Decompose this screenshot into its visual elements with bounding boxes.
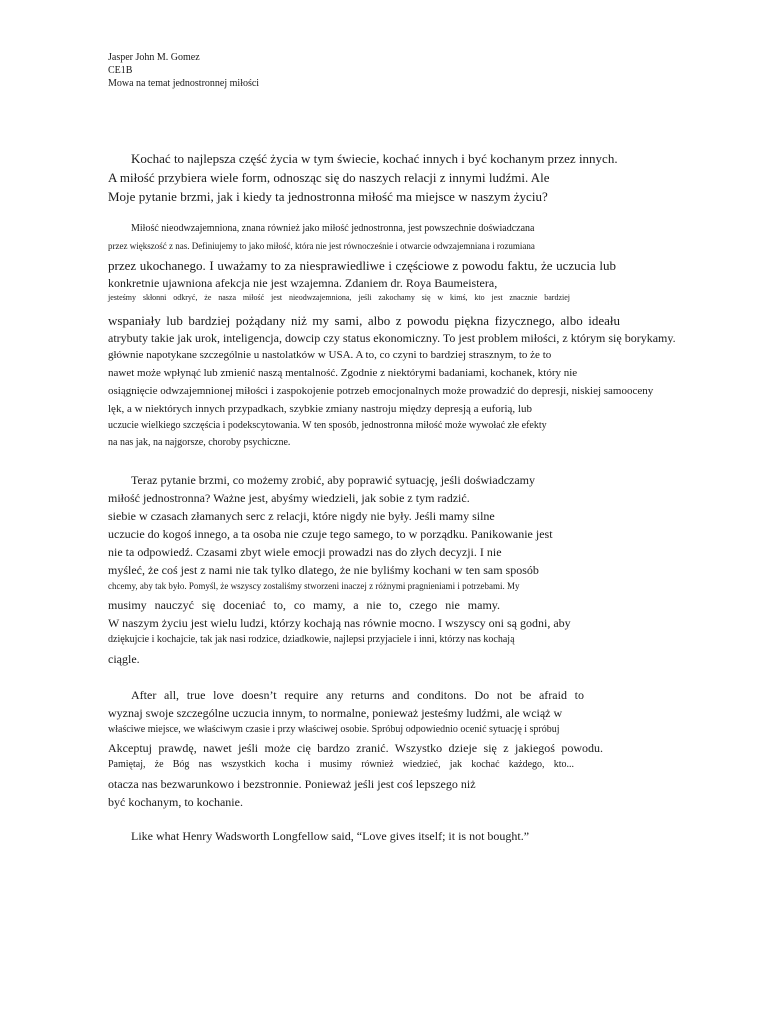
text-line: otacza nas bezwarunkowo i bezstronnie. Ponieważ jeśli jest coś lepszego niż: [108, 777, 476, 791]
text-line: nie ta odpowiedź. Czasami zbyt wiele emocji prowadzi nas do złych decyzji. I nie: [108, 545, 502, 559]
text-line: Akceptuj prawdę, nawet jeśli może cię bardzo zranić. Wszystko dzieje się z jakiegoś powodu.: [108, 741, 603, 755]
text-line: głównie napotykane szczególnie u nastolatków w USA. A to, co czyni to bardziej strasznym, to że to: [108, 349, 552, 361]
text-line: Kochać to najlepsza część życia w tym świecie, kochać innych i być kochanym przez innych.: [131, 151, 618, 166]
text-line: przez ukochanego. I uważamy to za niesprawiedliwe i częściowe z powodu faktu, że uczucia lub: [108, 258, 616, 273]
text-line: miłość jednostronna? Ważne jest, abyśmy wiedzieli, jak sobie z tym radzić.: [108, 491, 470, 505]
text-line: lęk, a w niektórych innych przypadkach, szybkie zmiany nastroju między depresją a euforią, lub: [108, 403, 532, 415]
text-line: siebie w czasach złamanych serc z relacji, które nigdy nie były. Jeśli mamy silne: [108, 509, 495, 523]
closing-quote: Like what Henry Wadsworth Longfellow said, “Love gives itself; it is not bought.”: [131, 829, 530, 843]
class-section: CE1B: [108, 65, 133, 76]
text-line: konkretnie ujawniona afekcja nie jest wzajemna. Zdaniem dr. Roya Baumeistera,: [108, 276, 498, 290]
text-line: A miłość przybiera wiele form, odnosząc się do naszych relacji z innymi ludźmi. Ale: [108, 170, 550, 185]
text-line: myśleć, że coś jest z nami nie tak tylko dlatego, że nie byliśmy kochani w ten sam sposób: [108, 563, 539, 577]
text-line: musimy nauczyć się doceniać to, co mamy, a nie to, czego nie mamy.: [108, 598, 500, 612]
text-line: jesteśmy skłonni odkryć, że nasza miłość jest nieodwzajemniona, jeśli zakochamy się w kimś, kto jest znacznie bardziej: [108, 293, 570, 302]
text-line: atrybuty takie jak urok, inteligencja, dowcip czy status ekonomiczny. To jest problem miłości, z którym się borykamy.: [108, 331, 676, 345]
text-line: osiągnięcie odwzajemnionej miłości i zaspokojenie potrzeb emocjonalnych może prowadzić do depresji, niskiej samooceny: [108, 385, 654, 397]
text-line: być kochanym, to kochanie.: [108, 795, 243, 809]
text-line: dziękujcie i kochajcie, tak jak nasi rodzice, dziadkowie, najlepsi przyjaciele i inni, którzy nas kochają: [108, 634, 515, 645]
text-line: After all, true love doesn’t require any returns and conditons. Do not be afraid to: [131, 688, 584, 702]
text-line: wyznaj swoje szczególne uczucia innym, to normalne, ponieważ jesteśmy ludźmi, ale wciąż w: [108, 706, 563, 720]
text-line: Teraz pytanie brzmi, co możemy zrobić, aby poprawić sytuację, jeśli doświadczamy: [131, 473, 536, 487]
text-line: wspaniały lub bardziej pożądany niż my sami, albo z powodu piękna fizycznego, albo ideału: [108, 313, 620, 328]
text-line: właściwe miejsce, we właściwym czasie i przy właściwej osobie. Spróbuj odpowiednio ocenić sytuację i spróbuj: [108, 724, 560, 735]
text-line: uczucie wielkiego szczęścia i podekscytowania. W ten sposób, jednostronna miłość może wywołać złe efekty: [108, 420, 547, 431]
text-line: przez większość z nas. Definiujemy to jako miłość, która nie jest równocześnie i otwarcie odwzajemniana i rozumiana: [108, 241, 535, 251]
author-name: Jasper John M. Gomez: [108, 52, 200, 63]
text-line: Moje pytanie brzmi, jak i kiedy ta jednostronna miłość ma miejsce w naszym życiu?: [108, 189, 548, 204]
text-line: ciągle.: [108, 652, 140, 666]
text-line: Miłość nieodwzajemniona, znana również jako miłość jednostronna, jest powszechnie doświadczana: [131, 223, 535, 234]
text-line: chcemy, aby tak było. Pomyśl, że wszyscy zostaliśmy stworzeni inaczej z różnymi pragnieniami i potrzebami. My: [108, 581, 520, 591]
text-line: W naszym życiu jest wielu ludzi, którzy kochają nas równie mocno. I wszyscy oni są godni, aby: [108, 616, 571, 630]
text-line: uczucie do kogoś innego, a ta osoba nie czuje tego samego, to w porządku. Panikowanie jest: [108, 527, 553, 541]
text-line: nawet może wpłynąć lub zmienić naszą mentalność. Zgodnie z niektórymi badaniami, kochanek, który nie: [108, 367, 578, 379]
text-line: Pamiętaj, że Bóg nas wszystkich kocha i musimy również wiedzieć, jak kochać każdego, kto...: [108, 759, 574, 770]
text-line: na nas jak, na najgorsze, choroby psychiczne.: [108, 437, 291, 448]
document-header: [108, 51, 259, 90]
document-subject: Mowa na temat jednostronnej miłości: [108, 78, 260, 89]
